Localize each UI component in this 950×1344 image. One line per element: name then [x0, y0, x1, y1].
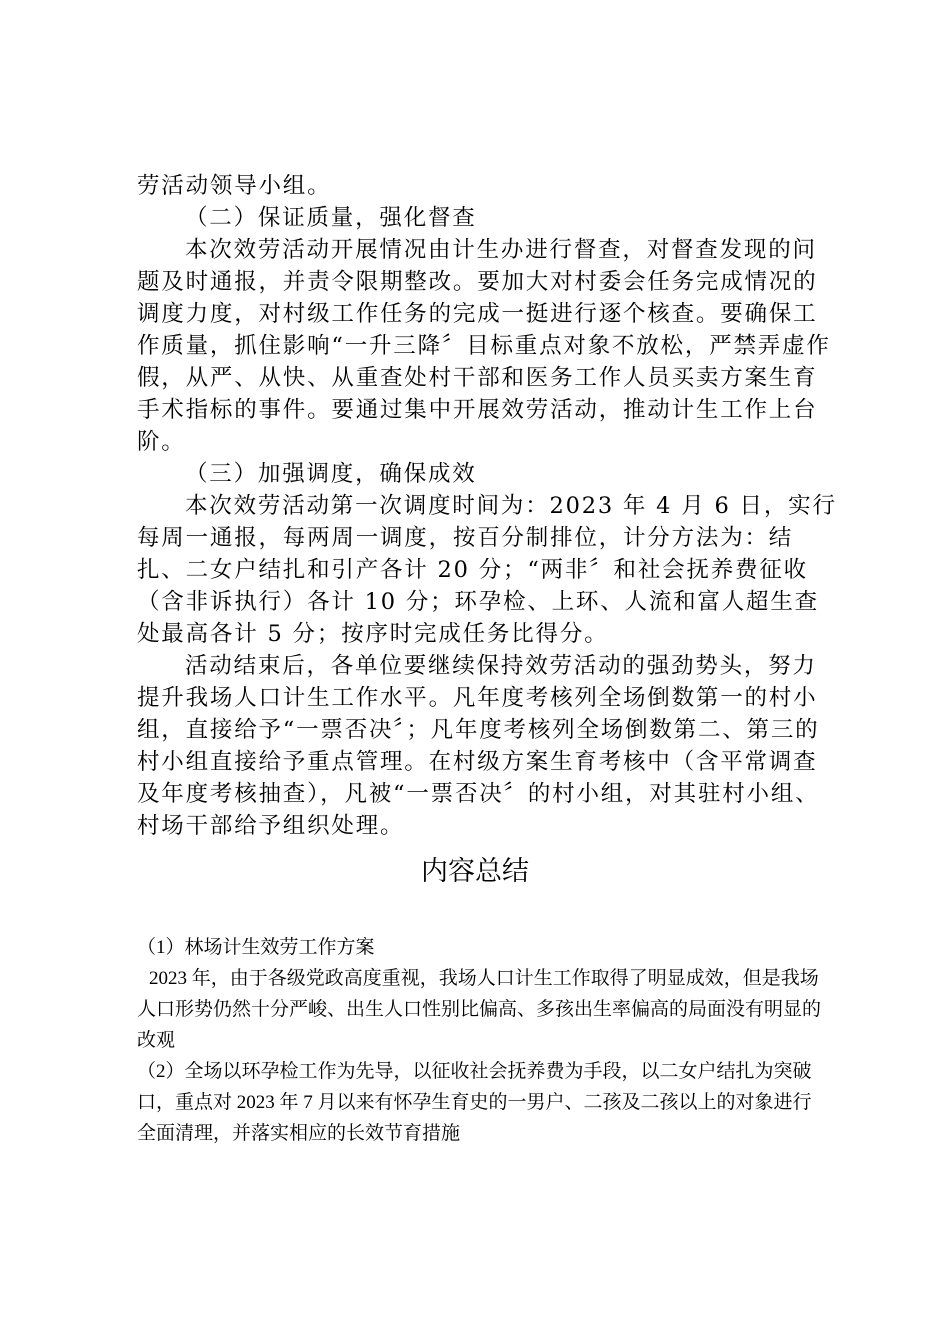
summary-item-body: （2）全场以环孕检工作为先导，以征收社会抚养费为手段，以二女户结扎为突破口，重点对 2023 年 7 月以来有怀孕生育史的一男户、二孩及二孩以上的对象进行全面清理，并落实相应的长效节育措施 [137, 1061, 812, 1144]
section-heading-scheduling: （三）加强调度，确保成效 [185, 461, 477, 487]
paragraph-supervision: 本次效劳活动开展情况由计生办进行督查，对督查发现的问题及时通报，并责令限期整改。要加大对村委会任务完成情况的调度力度，对村级工作任务的完成一挺进行逐个核查。要确保工作质量，抓住影响“一升三降〞目标重点对象不放松，严禁弄虚作假，从严、从快、从重查处村干部和医务工作人员买卖方案生育手术指标的事件。要通过集中开展效劳活动，推动计生工作上台阶。 [137, 237, 831, 455]
summary-section [137, 932, 827, 1149]
summary-item-heading: （1）林场计生效劳工作方案 [137, 937, 375, 958]
paragraph-scoring: 本次效劳活动第一次调度时间为：2023 年 4 月 6 日，实行每周一通报，每两周一调度，按百分制排位，计分方法为：结扎、二女户结扎和引产各计 20 分；“两非〞和社会抚养费征收（含非诉执行）各计 10 分；环孕检、上环、人流和富人超生查处最高各计 5 分；按序时完成任务比得分。 [137, 493, 837, 647]
document-body [137, 170, 837, 842]
summary-item-body: 2023 年，由于各级党政高度重视，我场人口计生工作取得了明显成效，但是我场人口形势仍然十分严峻、出生人口性别比偏高、多孩出生率偏高的局面没有明显的改观 [137, 968, 822, 1051]
summary-title: 内容总结 [421, 856, 529, 887]
section-heading-quality: （二）保证质量，强化督查 [185, 205, 477, 231]
paragraph-continuation: 劳活动领导小组。 [137, 173, 332, 199]
paragraph-conclusion: 活动结束后，各单位要继续保持效劳活动的强劲势头，努力提升我场人口计生工作水平。凡年度考核列全场倒数第一的村小组，直接给予“一票否决〞；凡年度考核列全场倒数第二、第三的村小组直接给予重点管理。在村级方案生育考核中（含平常调查及年度考核抽查），凡被“一票否决〞的村小组，对其驻村小组、村场干部给予组织处理。 [137, 653, 820, 839]
